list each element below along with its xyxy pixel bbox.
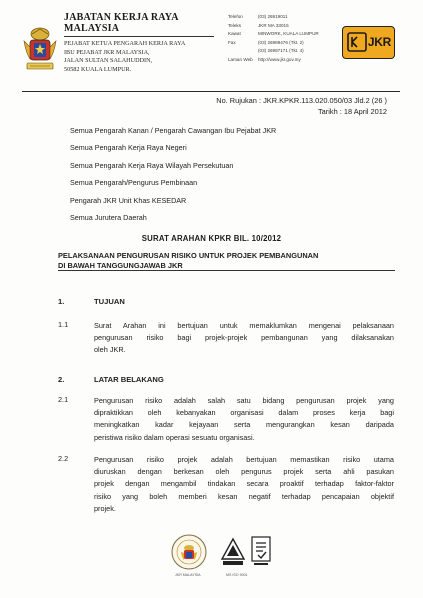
contact-label: Fax <box>228 39 236 45</box>
contact-row-teleks <box>228 22 328 31</box>
letter-date: Tarikh : 18 April 2012 <box>317 107 387 116</box>
cert-caption: MS ISO 9001 <box>226 573 248 577</box>
reference-number: No. Rujukan : JKR.KPKR.113.020.050/03 Jld.2 (26 ) <box>216 96 387 105</box>
paragraph-line: pengurusan risiko bagi projek-projek pembangunan yang dilaksanakan <box>94 333 394 343</box>
recipient: Semua Pengarah Kerja Raya Negeri <box>70 143 187 153</box>
paragraph-line: projek. <box>94 503 116 513</box>
address-line: 50582 KUALA LUMPUR. <box>64 65 132 73</box>
paragraph-line: risiko yang boleh memberi kesan negatif terhadap pencapaian objektif <box>94 491 394 501</box>
paragraph-line: dipraktikkan oleh kebanyakan organisasi dalam proses kerja bagi <box>94 408 394 418</box>
organisation-title: JABATAN KERJA RAYA MALAYSIA <box>64 12 179 34</box>
paragraph-text <box>94 454 394 515</box>
contact-label: Teleks <box>228 22 242 28</box>
recipient: Semua Pengarah Kanan / Pengarah Cawangan Ibu Pejabat JKR <box>70 126 277 135</box>
title-underline <box>64 36 214 37</box>
circular-title: SURAT ARAHAN KPKR BIL. 10/2012 <box>141 234 282 243</box>
iso-certificate-icon <box>250 535 272 567</box>
paragraph-line: peristiwa risiko dalam operasi sesuatu organisasi. <box>94 432 255 442</box>
recipient-list <box>70 126 276 230</box>
seal-caption: JKR MALAYSIA <box>175 573 201 577</box>
paragraph-line: Pengurusan risiko projek adalah bertujuan memastikan risiko utama <box>94 455 394 464</box>
paragraph-text <box>94 320 394 357</box>
section-title: TUJUAN <box>94 297 125 306</box>
address-line: PEJABAT KETUA PENGARAH KERJA RAYA <box>64 40 186 47</box>
letterhead-divider <box>22 91 400 92</box>
recipient: Semua Jurutera Daerah <box>70 212 147 222</box>
paragraph-line: meningkatkan kadar kejayaan serta mengurangkan kesan daripada <box>94 420 394 430</box>
contact-row-web <box>228 56 328 65</box>
coat-of-arms-icon <box>22 27 58 75</box>
organisation-block <box>64 12 214 74</box>
recipient: Semua Pengarah/Pengurus Pembinaan <box>70 178 198 188</box>
round-seal-icon <box>170 533 208 571</box>
contact-value: JKR MA 33015 <box>258 22 289 28</box>
paragraph-text <box>94 395 394 444</box>
paragraph-number: 1.1 <box>58 320 69 329</box>
subject-line: DI BAWAH TANGGUNGJAWAB JKR <box>58 260 183 270</box>
paragraph-number: 2.1 <box>58 395 69 404</box>
contact-value: (03) 26919011 <box>258 14 288 19</box>
contact-row-kawat <box>228 30 328 39</box>
contact-value: http://www.jkr.gov.my <box>258 56 301 62</box>
section-title: LATAR BELAKANG <box>94 375 164 384</box>
recipient: Semua Pengarah Kerja Raya Wilayah Persekutuan <box>70 160 234 170</box>
address-line: JALAN SULTAN SALAHUDDIN, <box>64 57 153 65</box>
section-number: 1. <box>58 297 65 306</box>
contact-row-fax-2 <box>228 47 328 56</box>
jkr-logo <box>342 26 395 59</box>
subject <box>58 251 318 270</box>
contact-value: (03) 26989476 (Tkt. 2) <box>258 39 304 45</box>
subject-underline <box>58 270 395 271</box>
logo-text: JKR <box>367 35 391 49</box>
contact-value: (03) 26987171 (Tkt. 4) <box>258 48 304 53</box>
paragraph-line: Pengurusan risiko adalah salah satu bidang pengurusan projek yang <box>94 396 394 405</box>
paragraph-line: diuruskan dengan berkesan oleh pengurus projek serta ahli pasukan <box>94 467 394 477</box>
paragraph-line: Surat Arahan ini bertujuan untuk memaklumkan mengenai pelaksanaan <box>94 321 394 330</box>
contact-label: Kawat <box>228 31 241 36</box>
recipient: Pengarah JKR Unit Khas KESEDAR <box>70 195 187 205</box>
contact-row-fax <box>228 39 328 48</box>
contact-row-telefon <box>228 13 328 22</box>
contact-label: Telefon <box>228 14 243 19</box>
contact-block <box>228 13 328 64</box>
reference-block <box>216 95 387 117</box>
section-number: 2. <box>58 375 65 384</box>
address-line: IBU PEJABAT JKR MALAYSIA, <box>64 48 150 56</box>
contact-value: MINWORK, KUALA LUMPUR <box>258 31 319 36</box>
contact-label: Laman Web <box>228 56 253 62</box>
subject-line: PELAKSANAAN PENGURUSAN RISIKO UNTUK PROJEK PEMBANGUNAN <box>58 251 319 260</box>
paragraph-line: projek dengan mengambil tindakan secara proaktif terhadap faktor-faktor <box>94 479 394 489</box>
paragraph-line: oleh JKR. <box>94 345 126 355</box>
certification-mark-icon <box>220 537 246 567</box>
contact-label <box>228 47 258 56</box>
paragraph-number: 2.2 <box>58 454 69 463</box>
jkr-emblem-icon <box>346 31 368 53</box>
